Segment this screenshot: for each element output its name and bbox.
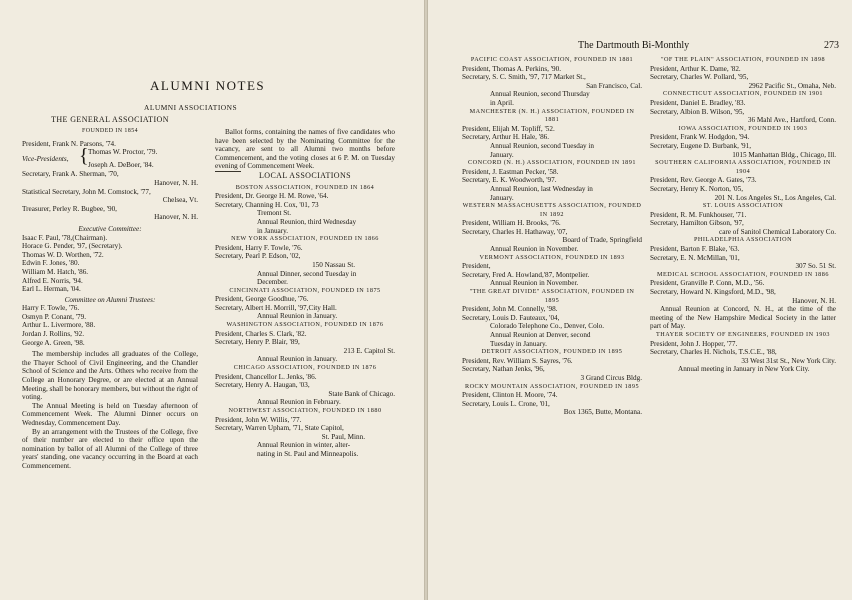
- brace-mark: {: [79, 145, 89, 168]
- association-heading: IOWA ASSOCIATION, FOUNDED IN 1903: [678, 124, 808, 132]
- entry-line: Board of Trade, Springfield: [562, 236, 642, 245]
- vice-presidents: [22, 145, 198, 170]
- association-block: [650, 271, 836, 331]
- entry-line: Secretary, Henry K. Norton, '05,: [650, 184, 744, 193]
- entry-line: Annual Reunion at Concord, N. H., at the time of the meeting of the New Hampshire Medical Society in the latter part of May.: [650, 305, 836, 331]
- association-heading: NEW YORK ASSOCIATION, FOUNDED IN 1866: [231, 235, 379, 243]
- entry-line: President, Elijah M. Topliff, '52.: [462, 124, 555, 133]
- association-heading: MANCHESTER (N. H.) ASSOCIATION, FOUNDED IN 1881: [469, 107, 635, 124]
- entry-line: Secretary, Eugene D. Burbank, '91,: [650, 141, 752, 150]
- running-head: The Dartmouth Bi-Monthly: [578, 40, 690, 51]
- association-heading: THAYER SOCIETY OF ENGINEERS, FOUNDED IN 1903: [656, 331, 830, 338]
- entry-line: President, William H. Brooks, '76.: [462, 219, 561, 228]
- general-heading: THE GENERAL ASSOCIATION: [51, 114, 169, 124]
- member-line: Horace G. Pender, '97, (Secretary).: [22, 242, 123, 251]
- association-block: [462, 56, 642, 108]
- association-block: [462, 383, 642, 417]
- entry-line: President, Barton F. Blake, '63.: [650, 245, 740, 254]
- exec-heading: Executive Committee:: [78, 224, 142, 233]
- ballot-paragraph: Ballot forms, containing the names of five candidates who have been selected by the Nominating Committee for the vacancy, are sent to all Alumni two months before Commencement, and the voting closes at 6 P. M. on Tuesday evening of Commencement Week.: [215, 128, 395, 171]
- paragraph: The Annual Meeting is held on Tuesday afternoon of Commencement Week. The Alumni Dinner occurs on Wednesday, Commencement Day.: [22, 401, 198, 427]
- member-line: Isaac F. Paul, '78,(Chairman).: [22, 233, 108, 242]
- association-block: [215, 321, 395, 364]
- entry-line: President, Chancellor L. Jenks, '86.: [215, 372, 317, 381]
- association-heading: MEDICAL SCHOOL ASSOCIATION, FOUNDED IN 1886: [657, 270, 829, 278]
- entry-line: President, J. Eastman Pecker, '58.: [462, 167, 559, 176]
- association-block: [462, 202, 642, 254]
- entry-line: Annual Reunion in January.: [257, 312, 338, 321]
- entry-line: President, Clinton H. Moore, '74.: [462, 391, 558, 400]
- entry-line: President, Daniel E. Bradley, '83.: [650, 98, 746, 107]
- entry-line: Annual Reunion, last Wednesday in: [490, 184, 593, 193]
- association-block: [462, 159, 642, 202]
- association-heading: WESTERN MASSACHUSETTS ASSOCIATION, FOUNDED IN 1892: [462, 202, 642, 218]
- entry-line: Annual Reunion in winter, alter-: [257, 441, 351, 450]
- member-line: William M. Hatch, '86.: [22, 267, 89, 276]
- entry-line: President, Thomas A. Perkins, '90.: [462, 64, 561, 73]
- entry-line: President, R. M. Funkhouser, '71.: [650, 210, 747, 219]
- association-heading: CINCINNATI ASSOCIATION, FOUNDED IN 1875: [229, 286, 381, 294]
- association-block: [215, 364, 395, 407]
- association-block: [215, 235, 395, 287]
- association-heading: BOSTON ASSOCIATION, FOUNDED IN 1864: [235, 183, 375, 191]
- association-block: [462, 348, 642, 382]
- entry-line: President, Frank W. Hodgdon, '94.: [650, 133, 750, 142]
- entry-line: 3 Grand Circus Bldg.: [580, 373, 642, 382]
- entry-line: 2962 Pacific St., Omaha, Neb.: [748, 81, 836, 90]
- officer-line: Chelsea, Vt.: [162, 196, 198, 205]
- association-heading: WASHINGTON ASSOCIATION, FOUNDED IN 1876: [226, 321, 384, 329]
- entry-line: Annual Reunion in November.: [490, 279, 579, 288]
- member-line: Osmyn P. Conant, '79.: [22, 312, 86, 321]
- entry-line: 36 Mahl Ave., Hartford, Conn.: [747, 116, 836, 125]
- entry-line: Secretary, Arthur H. Hale, '86.: [462, 133, 550, 142]
- entry-line: President, John M. Connelly, '98.: [462, 305, 558, 314]
- officer-line: Secretary, Frank A. Sherman, '70,: [22, 170, 119, 179]
- page-title: ALUMNI NOTES: [150, 78, 266, 93]
- association-heading: PHILADELPHIA ASSOCIATION: [693, 236, 793, 244]
- association-heading: CONCORD (N. H.) ASSOCIATION, FOUNDED IN 1891: [468, 159, 636, 167]
- association-block: [650, 90, 836, 124]
- association-heading: ROCKY MOUNTAIN ASSOCIATION, FOUNDED IN 1895: [464, 382, 640, 390]
- entry-line: care of Sanitol Chemical Laboratory Co.: [719, 227, 836, 236]
- entry-line: President, Dr. George H. M. Rowe, '64.: [215, 192, 329, 201]
- paragraph: The membership includes all graduates of the College, the Thayer School of Civil Engineering, and the Chandler School of Science and the Arts. Others who receive from the College an Honorary Degree, or are elected at an Annual Meeting, shall be honorary members, but without the right of voting.: [22, 350, 198, 402]
- entry-line: President, John W. Willis, '77.: [215, 415, 302, 424]
- local-heading: LOCAL ASSOCIATIONS: [258, 170, 352, 180]
- member-line: George A. Green, '98.: [22, 338, 85, 347]
- entry-line: 33 West 31st St., New York City.: [741, 356, 836, 365]
- entry-line: January.: [490, 193, 514, 202]
- section-heading: ALUMNI ASSOCIATIONS: [144, 103, 238, 112]
- entry-line: 1015 Manhattan Bldg., Chicago, Ill.: [732, 150, 836, 159]
- entry-line: Secretary, S. C. Smith, '97, 717 Market St.,: [462, 73, 586, 82]
- association-heading: DETROIT ASSOCIATION, FOUNDED IN 1895: [481, 348, 623, 356]
- officer-line: Statistical Secretary, John M. Comstock, '77,: [22, 187, 151, 196]
- entry-line: nating in St. Paul and Minneapolis.: [257, 449, 359, 458]
- member-line: Earl L. Herman, '04.: [22, 285, 81, 294]
- entry-line: Secretary, Louis L. Crone, '01,: [462, 399, 550, 408]
- officer-line: President, Frank N. Parsons, '74.: [22, 139, 116, 148]
- member-line: Edwin F. Jones, '80.: [22, 259, 80, 268]
- association-block: [650, 331, 836, 374]
- entry-line: Secretary, Pearl P. Edson, '02,: [215, 252, 301, 261]
- member-line: Harry F. Towle, '76.: [22, 304, 80, 313]
- trustees-heading: Committee on Alumni Trustees:: [64, 295, 156, 304]
- left-page: [0, 0, 424, 600]
- entry-line: Annual Reunion in January.: [257, 355, 338, 364]
- officer-line: Treasurer, Perley R. Bugbee, '90,: [22, 204, 117, 213]
- entry-line: President, John J. Hopper, '77.: [650, 339, 738, 348]
- entry-line: Secretary, Charles H. Nichols, T.S.C.E., '88,: [650, 348, 777, 357]
- officer-line: Hanover, N. H.: [154, 213, 198, 222]
- entry-line: Annual Dinner, second Tuesday in: [257, 269, 357, 278]
- entry-line: Annual Reunion, second Thursday: [490, 90, 590, 99]
- entry-line: Secretary, E. N. McMillan, '01,: [650, 253, 740, 262]
- entry-line: 213 E. Capitol St.: [343, 346, 395, 355]
- entry-line: Secretary, Warren Upham, '71, State Capitol,: [215, 424, 344, 433]
- officer-line: Hanover, N. H.: [154, 178, 198, 187]
- entry-line: Annual Reunion, third Wednesday: [257, 217, 357, 226]
- entry-line: Tuesday in January.: [490, 339, 547, 348]
- entry-line: Secretary, Hamilton Gibson, '97,: [650, 219, 744, 228]
- association-block: [650, 236, 836, 270]
- association-block: [650, 159, 836, 202]
- entry-line: President, Rev. George A. Gates, '73.: [650, 176, 757, 185]
- member-line: Thomas W. D. Worthen, '72.: [22, 250, 104, 259]
- entry-line: 201 N. Los Angeles St., Los Angeles, Cal.: [714, 193, 836, 202]
- association-heading: SOUTHERN CALIFORNIA ASSOCIATION, FOUNDED IN 1904: [655, 159, 831, 175]
- association-heading: CHICAGO ASSOCIATION, FOUNDED IN 1876: [233, 364, 377, 372]
- entry-line: State Bank of Chicago.: [328, 389, 395, 398]
- entry-line: Annual Reunion, second Tuesday in: [490, 141, 595, 150]
- page-number: 273: [824, 40, 839, 51]
- member-line: Jordan J. Rollins, '92.: [22, 330, 84, 339]
- member-line: Alfred E. Norris, '94.: [22, 276, 83, 285]
- entry-line: President,: [462, 262, 491, 271]
- association-block: [650, 125, 836, 159]
- entry-line: Secretary, Howard N. Kingsford, M.D., '98,: [650, 288, 776, 297]
- association-block: [462, 288, 642, 348]
- association-heading: "THE GREAT DIVIDE" ASSOCIATION, FOUNDED IN 1895: [469, 288, 635, 304]
- association-heading: PACIFIC COAST ASSOCIATION, FOUNDED IN 1881: [470, 56, 634, 63]
- entry-line: January.: [490, 150, 514, 159]
- right-column-1: [462, 56, 642, 417]
- entry-line: St. Paul, Minn.: [321, 432, 365, 441]
- entry-line: in January.: [257, 226, 289, 235]
- entry-line: Secretary, Charles W. Pollard, '95,: [650, 73, 749, 82]
- association-heading: "OF THE PLAIN" ASSOCIATION, FOUNDED IN 1898: [660, 56, 826, 63]
- entry-line: Secretary, Nathan Jenks, '96,: [462, 365, 545, 374]
- association-heading: CONNECTICUT ASSOCIATION, FOUNDED IN 1901: [663, 90, 823, 98]
- entry-line: President, George Goodhue, '76.: [215, 295, 309, 304]
- entry-line: Secretary, Henry A. Haugan, '03,: [215, 381, 310, 390]
- general-founded: FOUNDED IN 1854: [82, 128, 138, 135]
- entry-line: 307 So. 51 St.: [795, 262, 836, 271]
- entry-line: President, Rev. William S. Sayres, '76.: [462, 356, 573, 365]
- entry-line: Annual meeting in January in New York City.: [678, 365, 810, 374]
- entry-line: Annual Reunion at Denver, second: [490, 331, 591, 339]
- entry-line: Secretary, Albert H. Morrill, '97,City Hall.: [215, 303, 337, 312]
- entry-line: Secretary, Charles H. Hathaway, '07,: [462, 227, 568, 236]
- general-association-column: [22, 103, 238, 471]
- association-block: [215, 407, 395, 459]
- entry-line: Hanover, N. H.: [792, 296, 836, 305]
- local-associations-column: [215, 128, 395, 459]
- entry-line: Tremont St.: [257, 209, 292, 218]
- right-column-2: [650, 56, 836, 374]
- entry-line: Secretary, Albion B. Wilson, '95,: [650, 107, 745, 116]
- association-heading: VERMONT ASSOCIATION, FOUNDED IN 1893: [479, 253, 625, 261]
- entry-line: President, Granville P. Conn, M.D., '56.: [650, 279, 765, 288]
- entry-line: President, Arthur K. Dame, '82.: [650, 64, 741, 73]
- entry-line: President, Harry F. Towle, '76.: [215, 243, 303, 252]
- entry-line: Annual Reunion in November.: [490, 245, 579, 254]
- entry-line: President, Charles S. Clark, '82.: [215, 329, 307, 338]
- entry-line: Secretary, Louis D. Fauteaux, '04,: [462, 313, 560, 322]
- association-block: [215, 287, 395, 321]
- entry-line: Secretary, Fred A. Howland,'87, Montpelier.: [462, 270, 590, 279]
- officer-line: Vice-Presidents,: [22, 155, 69, 164]
- right-page: [428, 0, 852, 600]
- entry-line: in April.: [490, 98, 514, 107]
- entry-line: Secretary, Channing H. Cox, '01, 73: [215, 200, 319, 209]
- paragraph: By an arrangement with the Trustees of the College, five of their number are elected to their office upon the nomination by ballot of all Alumni of the College of three years' standing, one vacancy occurring in the Board at each Commencement.: [22, 427, 198, 470]
- association-block: [650, 202, 836, 236]
- association-block: [462, 254, 642, 288]
- member-line: Arthur L. Livermore, '88.: [22, 321, 96, 330]
- officer-line: Thomas W. Proctor, '79.: [88, 148, 158, 157]
- entry-line: Annual Reunion in February.: [257, 398, 341, 407]
- entry-line: December.: [257, 278, 288, 287]
- officer-line: Joseph A. DeBoer, '84.: [88, 161, 154, 170]
- entry-line: 150 Nassau St.: [312, 260, 355, 269]
- entry-line: Box 1365, Butte, Montana.: [563, 408, 642, 417]
- entry-line: Secretary, E. K. Woodworth, '97.: [462, 176, 557, 185]
- association-block: [215, 184, 395, 236]
- entry-line: Secretary, Henry P. Blair, '89,: [215, 338, 300, 347]
- association-heading: NORTHWEST ASSOCIATION, FOUNDED IN 1880: [228, 407, 382, 414]
- association-block: [462, 108, 642, 160]
- association-heading: ST. LOUIS ASSOCIATION: [702, 202, 784, 210]
- entry-line: San Francisco, Cal.: [586, 81, 642, 90]
- association-block: [650, 56, 836, 90]
- entry-line: Colorado Telephone Co., Denver, Colo.: [490, 322, 605, 331]
